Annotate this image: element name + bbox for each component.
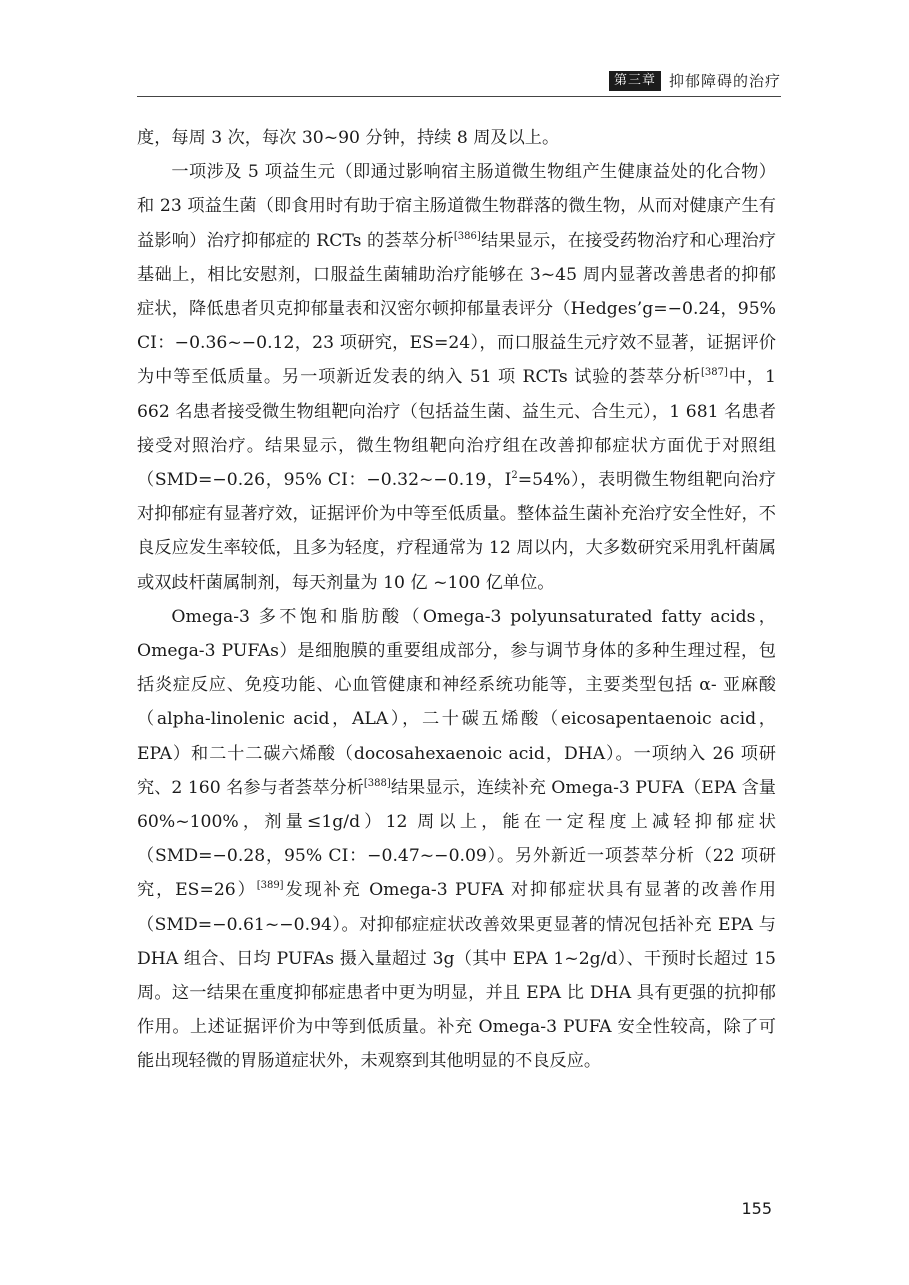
chapter-tag: 第三章 (609, 71, 661, 91)
page-number: 155 (741, 1199, 772, 1218)
citation-389: [389] (256, 880, 284, 892)
citation-386: [386] (453, 230, 481, 242)
citation-387: [387] (700, 367, 728, 379)
header-rule (137, 96, 781, 97)
paragraph-1-text: 度，每周 3 次，每次 30~90 分钟，持续 8 周及以上。 (137, 128, 560, 148)
chapter-title: 抑郁障碍的治疗 (668, 72, 781, 90)
paragraph-3-text-b: 结果显示，连续补充 Omega-3 PUFA（EPA 含量 60%~100%，剂量≤1g/d）12 周以上，能在一定程度上减轻抑郁症状（SMD=−0.28，95% CI：−0.47~−0.09）。另外新近一项荟萃分析（22 项研究，ES=26） (137, 777, 776, 901)
paragraph-2-text-c: 中，1 662 名患者接受微生物组靶向治疗（包括益生菌、益生元、合生元），1 681 名患者接受对照治疗。结果显示，微生物组靶向治疗组在改善抑郁症状方面优于对照组（SMD=−0.26，95% CI：−0.32~−0.19，I (137, 367, 776, 491)
paragraph-2-text-a: 一项涉及 5 项益生元（即通过影响宿主肠道微生物组产生健康益处的化合物）和 23 项益生菌（即食用时有助于宿主肠道微生物群落的微生物，从而对健康产生有益影响）治疗抑郁症的 RCTs 的荟萃分析 (137, 162, 776, 251)
body-text (137, 121, 776, 1079)
citation-388: [388] (363, 777, 391, 789)
paragraph-3 (137, 600, 776, 1079)
running-header (609, 70, 781, 91)
paragraph-2 (137, 155, 776, 600)
superscript-2: 2 (511, 470, 518, 482)
paragraph-3-text-c: 发现补充 Omega-3 PUFA 对抑郁症状具有显著的改善作用（SMD=−0.61~−0.94）。对抑郁症症状改善效果更显著的情况包括补充 EPA 与 DHA 组合、日均 PUFAs 摄入量超过 3g（其中 EPA 1~2g/d）、干预时长超过 15 周。这一结果在重度抑郁症患者中更为明显，并且 EPA 比 DHA 具有更强的抗抑郁作用。上述证据评价为中等到低质量。补充 Omega-3 PUFA 安全性较高，除了可能出现轻微的胃肠道症状外，未观察到其他明显的不良反应。 (137, 880, 776, 1072)
paragraph-3-text-a: Omega-3 多不饱和脂肪酸（Omega-3 polyunsaturated fatty acids，Omega-3 PUFAs）是细胞膜的重要组成部分，参与调节身体的多种生理过程，包括炎症反应、免疫功能、心血管健康和神经系统功能等，主要类型包括 α- 亚麻酸（alpha-linolenic acid，ALA），二十碳五烯酸（eicosapentaenoic acid，EPA）和二十二碳六烯酸（docosahexaenoic acid，DHA）。一项纳入 26 项研究、2 160 名参与者荟萃分析 (137, 606, 776, 798)
paragraph-1 (137, 121, 776, 155)
paragraph-2-text-b: 结果显示，在接受药物治疗和心理治疗基础上，相比安慰剂，口服益生菌辅助治疗能够在 3~45 周内显著改善患者的抑郁症状，降低患者贝克抑郁量表和汉密尔顿抑郁量表评分（Hedges’g=−0.24，95% CI：−0.36~−0.12，23 项研究，ES=24），而口服益生元疗效不显著，证据评价为中等至低质量。另一项新近发表的纳入 51 项 RCTs 试验的荟萃分析 (137, 230, 776, 388)
paragraph-2-text-d: =54%），表明微生物组靶向治疗对抑郁症有显著疗效，证据评价为中等至低质量。整体益生菌补充治疗安全性好，不良反应发生率较低，且多为轻度，疗程通常为 12 周以内，大多数研究采用乳杆菌属或双歧杆菌属制剂，每天剂量为 10 亿 ~100 亿单位。 (137, 470, 776, 593)
